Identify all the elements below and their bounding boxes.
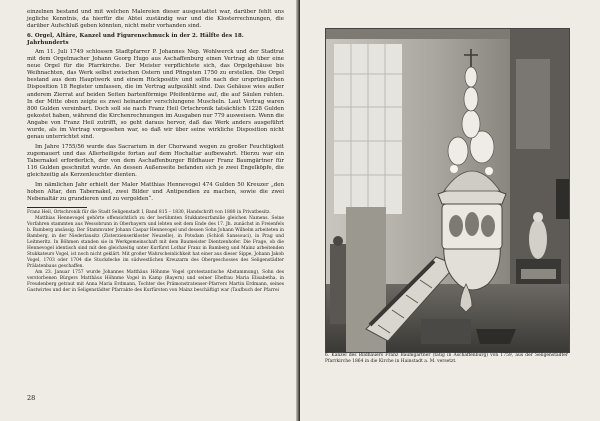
candle-stand xyxy=(330,244,346,324)
paragraph-painter: Im nämlichen Jahr erhielt der Maler Matthias Hennevogel 474 Gulden 50 Kreuzer „den hohen Altar, den Tabernakel, zwei Bilder und Antipendien zu machen, sowie die zwei Nebenaltär zu grundieren und zu vergolden“. xyxy=(27,182,284,203)
right-page xyxy=(300,0,600,421)
footnote-divider xyxy=(27,207,87,208)
photo-caption: 6. Kanzel des Bildhauers Franz Baumgärtner (tätig in Aschaffenburg) von 1759, aus der Seligenstädter Pfarrkirche 1864 in die Kirche in Hainstadt a. M. versetzt. xyxy=(325,353,568,364)
paragraph-intro: einzelnen bestand und mit welchen Malereien dieser ausgestattet war, darüber fehlt uns jegliche Kenntnis, da hierfür die Abtei zuständig war und die Klosterrechnungen, die darüber Aufschluß geben könnten, nicht mehr vorhanden sind. xyxy=(27,9,284,30)
footnote-2: Matthias Hennevogel gehörte offensichtlich zu der berühmten Stukkateurfamilie gleichen Namens. Seine Vorfahren stammten aus Wessobrunn in Oberbayern und lebten seit dem Ende des 17. Jh. zunächst in Freienfels b. Bamberg ansässig. Der Stammvater Johann Caspar Hennevogel und dessen Sohn Johann Wilhelm arbeiteten in Bamberg, in der Niederlausitz (Zisterzienserkloster Neuzelle), in Potsdam (Schloß Sanssouci), in Prag und Leitmeritz. In Böhmen standen sie in Werkgemeinschaft mit dem Baumeister Dientzenhofer. Die Frage, ob die Hennevogel identisch sind mit den gleichzeitig unter Kurfürst Lothar Franz in Bamberg und Mainz arbeitenden Stukkateurs Vogel, ist noch nicht geklärt. Mit großer Wahrscheinlichkeit hat einer aus dieser Sippe, Johann Jakob Vogel, 1703 oder 1704 die Stuckdecke im südwestlichen Kreuzarm des Obergeschosses des Seligenstädter Prälatenbaus geschaffen. xyxy=(27,216,284,269)
pulpit-illustration xyxy=(326,29,569,352)
left-text-column xyxy=(27,9,284,294)
page-number: 28 xyxy=(27,394,36,402)
paragraph-tabernacle: Im Jahre 1755/56 wurde das Sacrarium in der Chorwand wegen zu großer Feuchtigkeit zugemauert und das Allerheiligste fortan auf dem Hochaltar aufbewahrt. Hierzu war ein Tabernakel erforderlich, der von dem Aschaffenburger Bildhauer Franz Baumgärtner für 116 Gulden geschnitzt wurde. An dessen Außenseite befanden sich je zwei Engelköpfe, die gleichzeitig als Kerzenleuchter dienten. xyxy=(27,143,284,179)
statue-icon xyxy=(529,219,547,259)
paragraph-organ: Am 11. Juli 1749 schlossen Stadtpfarrer P. Johannes Nep. Wohlwerck und der Stadtrat mit dem Orgelmacher Johann Georg Hugo aus Aschaffenburg einen Vertrag ab über eine neue Orgel für die Pfarrkirche. Der Meister verpflichtete sich, das Orgelgehäuse bis Weihnachten, das Werk selbst zwischen Ostern und Pfingsten 1750 zu erstellen. Die Orgel bestand aus dem Hauptwerk und einem Rückpositiv und sollte nach der ursprünglichen Disposition 18 Register umfassen, die im Vertrag aufgezählt sind. Das Gehäuse wies außer anderem Zierrat auf beiden Seiten bartenförmige Pfeifentürme auf, die auf Säulen ruhten. In der Mitte oben zeigte es zwei heinander verschlungene Muscheln. Laut Vertrag waren 800 Gulden vereinbart. Doch soll sie nach Franz Heil Ortschronik tatsächlich 1228 Gulden gekostet haben, während die Kirchenrechnungen im Ausgaben nur 779 ausweisen. Wenn die Angabe von Franz Heil zutrifft, so geht daraus hervor, daß das Werk anders ausgeführt wurde, als im Vertrag vorgesehen war, so daß wir über seine wirkliche Disposition nicht genau unterrichtet sind. xyxy=(27,49,284,140)
pulpit-photograph xyxy=(325,28,570,353)
left-page xyxy=(0,0,298,421)
section-heading: 6. Orgel, Altäre, Kanzel und Figurenschmuck in der 2. Hälfte des 18. Jahrhunderts xyxy=(27,33,244,47)
footnote-3: Am 23. Januar 1757 wurde Johannes Matthäus Höhnme Vogel (protestantische Abstammung), Sohn des verstorbenen Bürgers Matthäus Höhnme Vogel in Kamp (Bayern) und seiner Ehefrau Maria Elisabetha, in Freudenberg getraut mit Anna Maria Erdmann, Tochter des Prämonstratenser-Pfarrers Martin Erdmann, seines Gastwirtes und der in Seligenstädter Pfarrakte des Kurfürsten von Mainz beschäftigt war (Taufbuch der Pfarrei xyxy=(27,269,284,293)
footnote-1: Franz Heil, Ortschronik für die Stadt Seligenstadt I, Band 815 – 1830, Handschrift von 1880 in Privatbesitz. xyxy=(27,210,271,216)
